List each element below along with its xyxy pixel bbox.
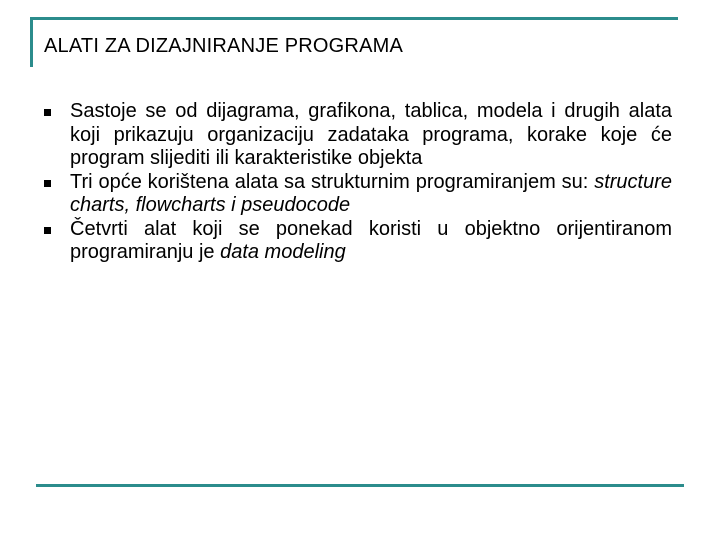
bullet-2-italic-text: structure charts, flowcharts i pseudocode (70, 170, 672, 216)
bullet-item-1 (44, 100, 672, 171)
bullet-item-3 (44, 218, 672, 265)
bottom-rule (36, 484, 684, 487)
bullet-1-text: Sastoje se od dijagrama, grafikona, tablica, modela i drugih alata koji prikazuju organizaciju zadataka programa, korake koje će program slijediti ili karakteristike objekta (70, 100, 672, 169)
square-bullet-icon (44, 109, 51, 116)
bullet-list (44, 100, 672, 265)
bullet-3-italic-text: data modeling (220, 241, 346, 263)
bullet-item-2 (44, 171, 672, 218)
square-bullet-icon (44, 227, 51, 234)
square-bullet-icon (44, 180, 51, 187)
title-frame-top-rule (30, 17, 678, 20)
bullet-3-text: Četvrti alat koji se ponekad koristi u objektno orijentiranom programiranju je (70, 217, 672, 263)
title-frame-left-rule (30, 17, 33, 67)
slide-title: ALATI ZA DIZAJNIRANJE PROGRAMA (44, 35, 404, 57)
bullet-2-text: Tri opće korištena alata sa strukturnim programiranjem su: (70, 170, 595, 193)
